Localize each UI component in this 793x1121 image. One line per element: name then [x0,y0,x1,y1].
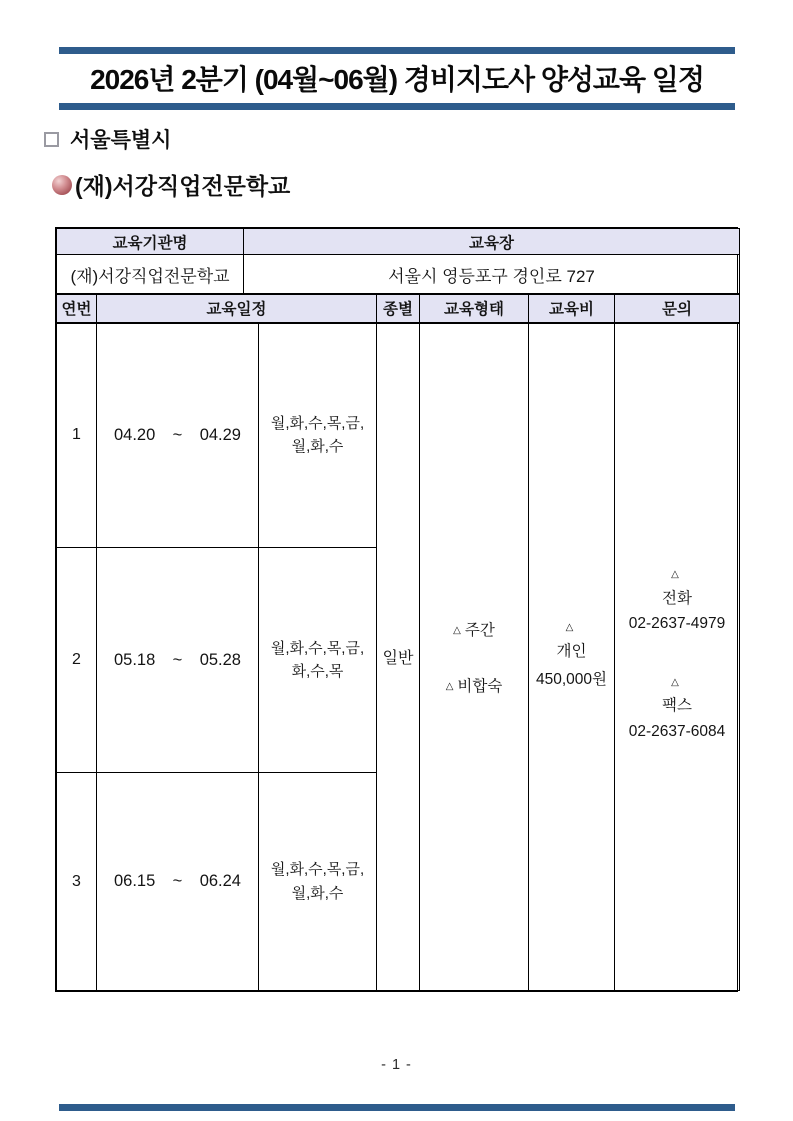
row2-dates [97,548,259,773]
institution-name: (재)서강직업전문학교 [75,173,291,199]
type-cell: 일반 [377,323,420,991]
footer-bar [59,1104,735,1111]
institution-cell: (재)서강직업전문학교 [57,255,244,294]
row2-days-line1: 월,화,수,목,금, [270,639,365,657]
phone-block [629,569,726,637]
row3-days-line2: 월,화,수 [291,884,344,902]
row2-end-date: 05.28 [199,650,241,669]
contact-cell [615,323,740,991]
row1-dates [97,323,259,548]
form-item-nonboarding: △ 비합숙 [445,677,503,695]
row1-days-line1: 월,화,수,목,금, [270,415,365,432]
fax-number: 02-2637-6084 [628,722,726,740]
form-cell [420,323,529,991]
course-schedule-table [56,294,740,991]
row3-dates [97,773,259,991]
venue-cell: 서울시 영등포구 경인로 727 [244,255,740,294]
fee-label: △ 개인 [529,621,614,666]
fee-cell [529,323,615,991]
row1-tilde: ~ [172,425,183,444]
row1-start-date: 04.20 [114,425,156,444]
info-header-row [57,229,740,255]
row1-end-date: 04.29 [199,425,241,444]
row2-no: 2 [57,548,97,773]
empty-square-icon [44,132,59,147]
info-value-row [57,255,740,294]
institution-info-table [56,228,740,294]
row2-start-date: 05.18 [114,650,156,669]
row2-days [259,548,377,773]
page-number: - 1 - [381,1057,412,1073]
row3-end-date: 06.24 [199,872,241,890]
header-venue: 교육장 [244,229,740,255]
region-heading [44,124,171,154]
row1-no: 1 [57,323,97,548]
triangle-icon: △ [671,676,679,688]
fee-value: 450,000원 [535,670,607,688]
header-no: 연번 [57,295,97,323]
row2-tilde: ~ [172,650,183,669]
title-bottom-bar [59,103,735,110]
fax-block [629,677,726,745]
header-contact: 문의 [615,295,740,323]
fax-label: △ 팩스 [629,677,726,719]
phone-number: 02-2637-4979 [628,615,726,633]
region-label: 서울특별시 [70,129,172,152]
triangle-icon: △ [671,569,679,581]
header-institution: 교육기관명 [57,229,244,255]
row3-no: 3 [57,773,97,991]
header-form: 교육형태 [420,295,529,323]
triangle-icon: △ [565,621,574,633]
header-schedule: 교육일정 [97,295,377,323]
triangle-icon: △ [445,680,454,692]
row3-tilde: ~ [172,872,183,890]
row3-start-date: 06.15 [114,872,156,890]
row1-days [259,323,377,548]
red-sphere-bullet-icon [52,175,72,195]
title-banner [59,47,735,110]
header-fee: 교육비 [529,295,615,323]
row1-days-line2: 월,화,수 [291,438,344,456]
institution-heading [52,168,290,201]
title-top-bar [59,47,735,54]
schedule-table-wrapper [55,227,738,992]
page-title: 2026년 2분기 (04월~06월) 경비지도사 양성교육 일정 [90,64,704,95]
row3-days [259,773,377,991]
triangle-icon: △ [453,624,461,636]
phone-label: △ 전화 [629,569,726,611]
row2-days-line2: 화,수,목 [291,663,344,680]
schedule-header-row [57,295,740,323]
table-row [57,323,740,548]
form-item-day: △ 주간 [453,621,495,639]
header-type: 종별 [377,295,420,323]
row3-days-line1: 월,화,수,목,금, [270,861,365,879]
